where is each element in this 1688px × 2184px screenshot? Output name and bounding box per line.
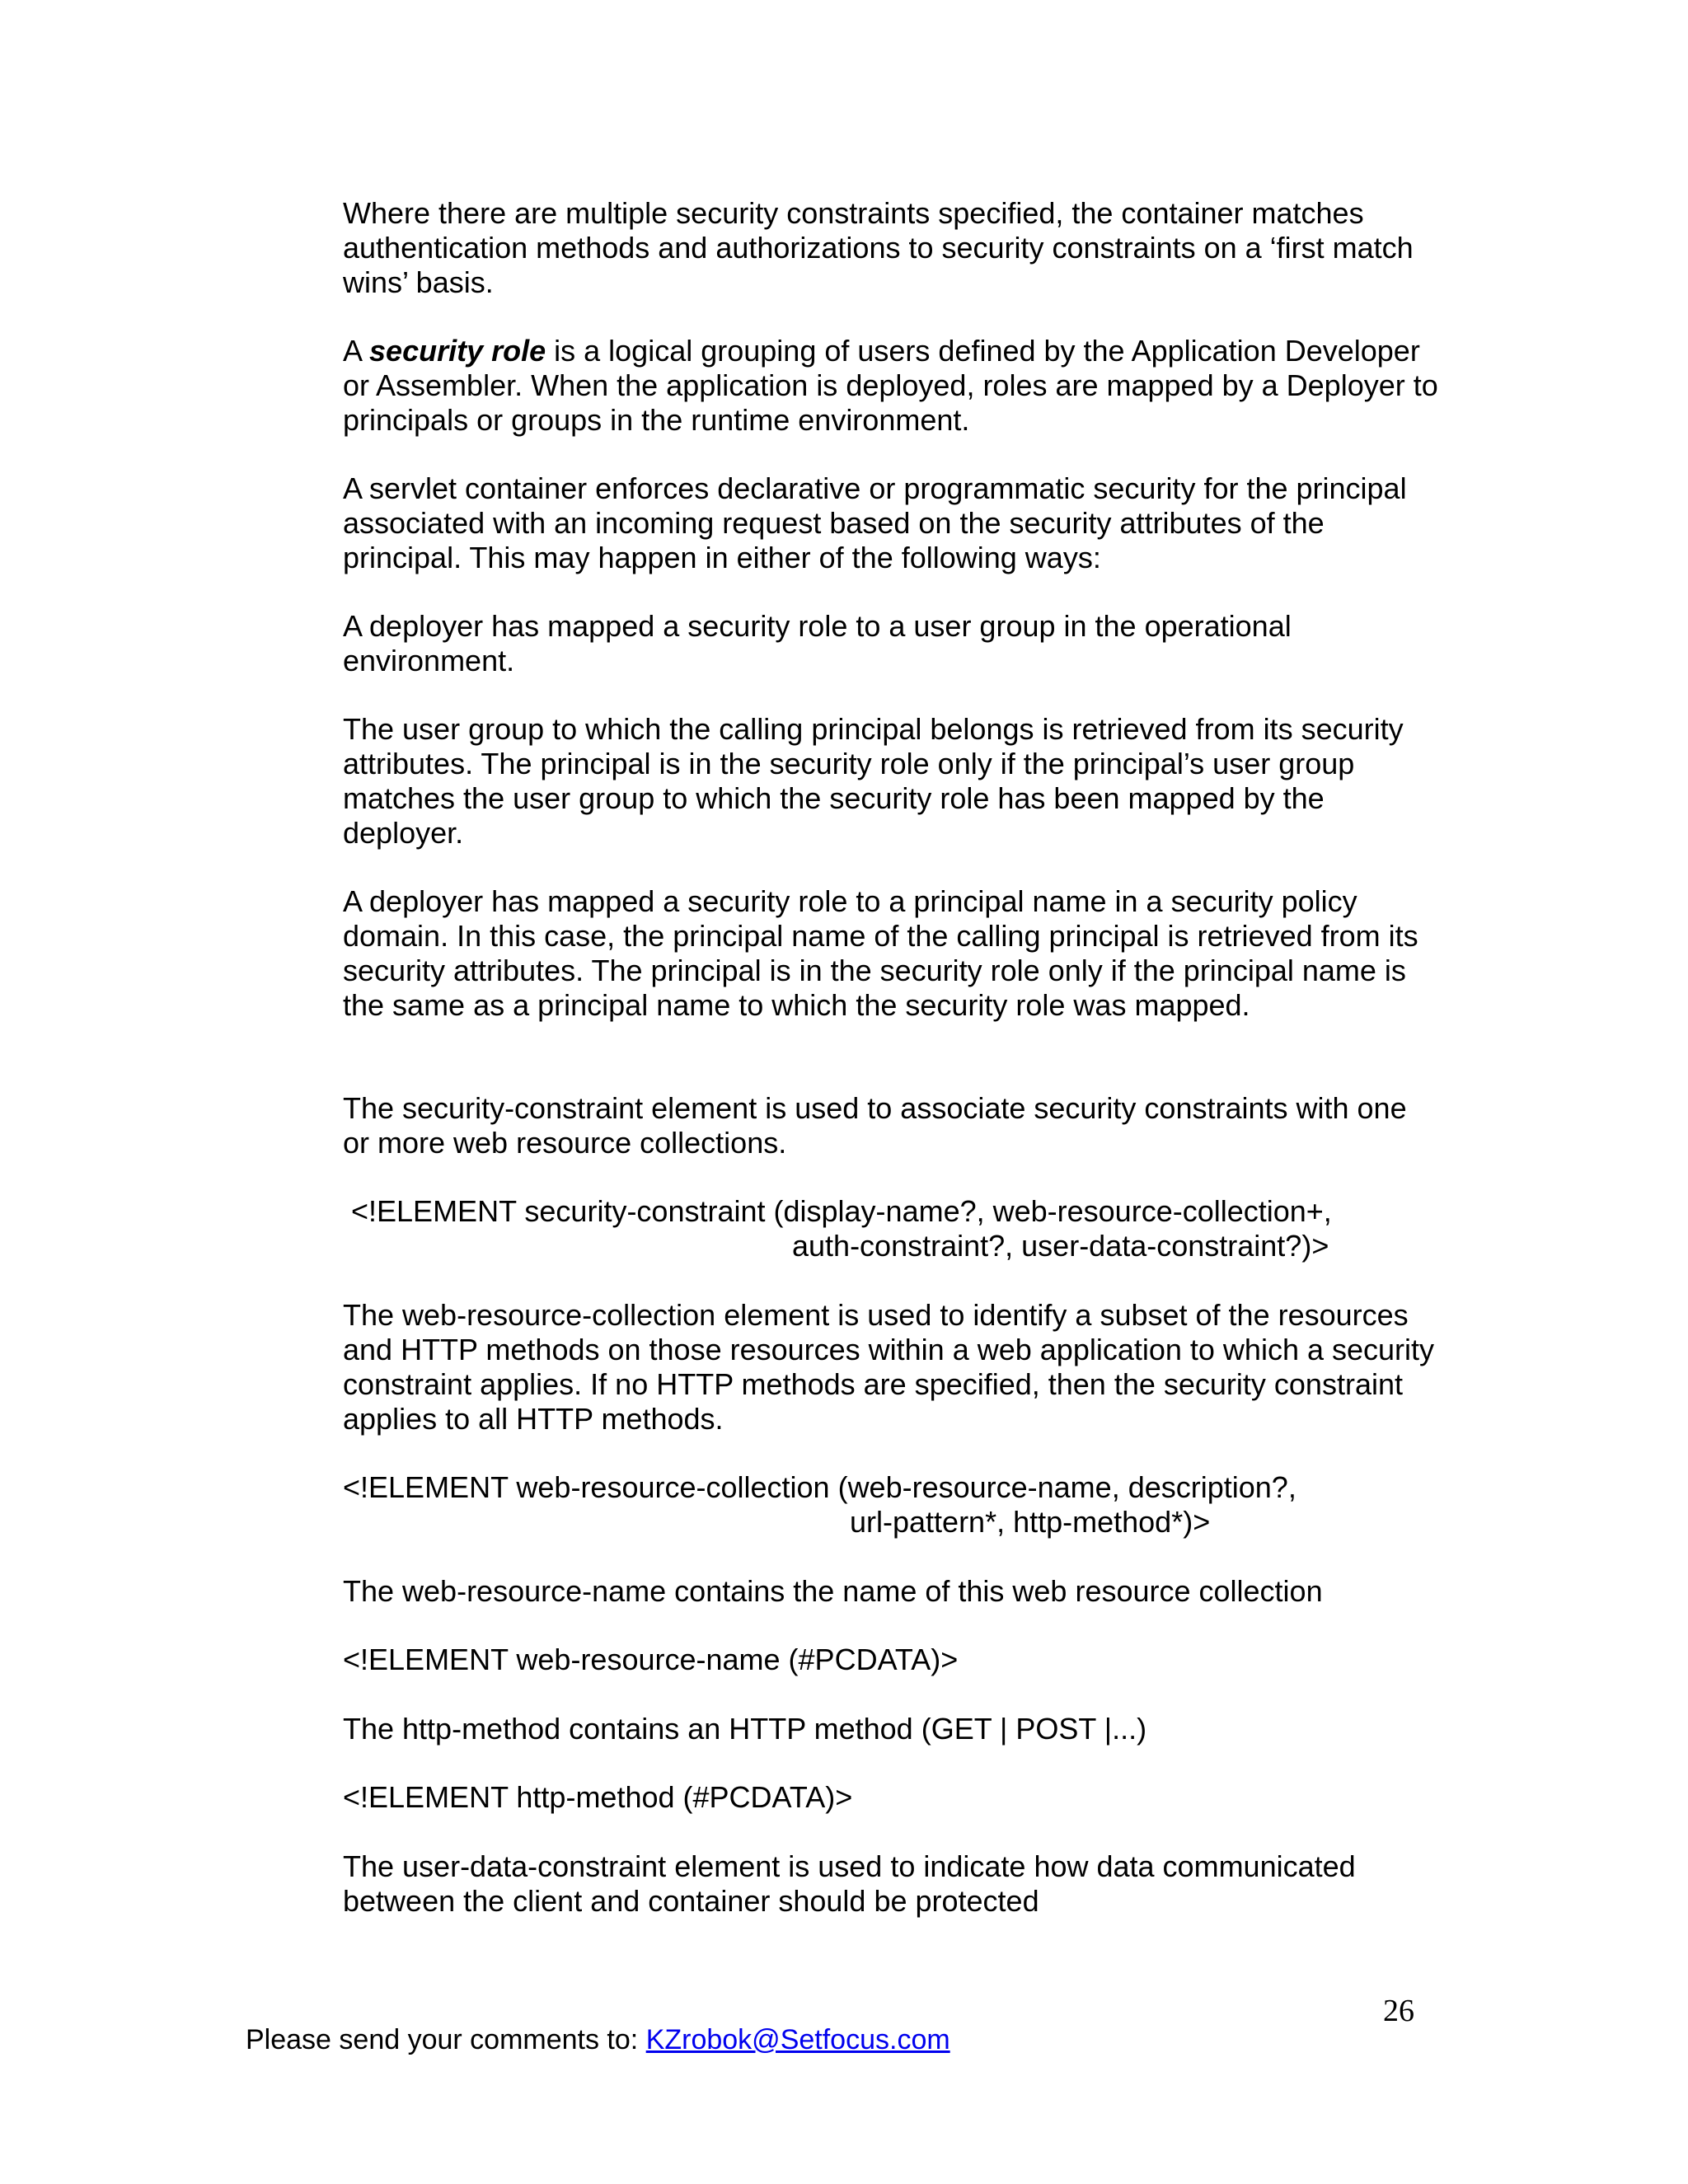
dtd-security-constraint-line-1: <!ELEMENT security-constraint (display-name?, web-resource-collection+, (343, 1194, 1332, 1228)
security-role-definition: is a logical grouping of users defined by the Application Developer or Assembler. When the application is deployed, roles are mapped by a Deployer to principals or groups in the runtime environment. (343, 334, 1438, 437)
paragraph-deployer-user-group: A deployer has mapped a security role to a user group in the operational environment. (343, 609, 1292, 677)
paragraph-deployer-principal-name: A deployer has mapped a security role to a principal name in a security policy domain. In this case, the principal name of the calling principal is retrieved from its security attributes. The principal is in the security role only if the principal name is the same as a principal name to which the security role was mapped. (343, 884, 1418, 1022)
paragraph-security-role (343, 334, 1439, 438)
paragraph-user-data-constraint: The user-data-constraint element is used to indicate how data communicated between the client and container should be protected (343, 1849, 1356, 1918)
paragraph-user-group-retrieved: The user group to which the calling principal belongs is retrieved from its security attributes. The principal is in the security role only if the principal’s user group matches the user group to which the security role has been mapped by the deployer. (343, 712, 1404, 850)
dtd-web-resource-collection-line-2: url-pattern*, http-method*)> (850, 1505, 1211, 1539)
dtd-security-constraint-line-2: auth-constraint?, user-data-constraint?)> (792, 1229, 1329, 1263)
paragraph-http-method: The http-method contains an HTTP method (GET | POST |...) (343, 1712, 1147, 1746)
paragraph-web-resource-name: The web-resource-name contains the name of this web resource collection (343, 1574, 1323, 1608)
footer-text: Please send your comments to: (246, 2024, 646, 2055)
paragraph-web-resource-collection: The web-resource-collection element is used to identify a subset of the resources and HTTP methods on those resources within a web application to which a security constraint applies. If no HTTP methods are specified, then the security constraint applies to all HTTP methods. (343, 1298, 1435, 1436)
page-number: 26 (1383, 1994, 1414, 2028)
dtd-web-resource-name: <!ELEMENT web-resource-name (#PCDATA)> (343, 1643, 959, 1676)
footer (246, 2023, 950, 2056)
dtd-http-method: <!ELEMENT http-method (#PCDATA)> (343, 1780, 853, 1814)
footer-email-link[interactable]: KZrobok@Setfocus.com (645, 2024, 950, 2055)
paragraph-container-enforces: A servlet container enforces declarative or programmatic security for the principal associated with an incoming request based on the security attributes of the principal. This may happen in either of the following ways: (343, 471, 1407, 574)
paragraph-first-match: Where there are multiple security constraints specified, the container matches authentication methods and authorizations to security constraints on a ‘first match wins’ basis. (343, 196, 1414, 299)
security-role-prefix: A (343, 334, 370, 368)
dtd-web-resource-collection-line-1: <!ELEMENT web-resource-collection (web-resource-name, description?, (343, 1470, 1296, 1504)
paragraph-security-constraint: The security-constraint element is used to associate security constraints with one or more web resource collections. (343, 1091, 1407, 1160)
security-role-term: security role (369, 334, 546, 368)
